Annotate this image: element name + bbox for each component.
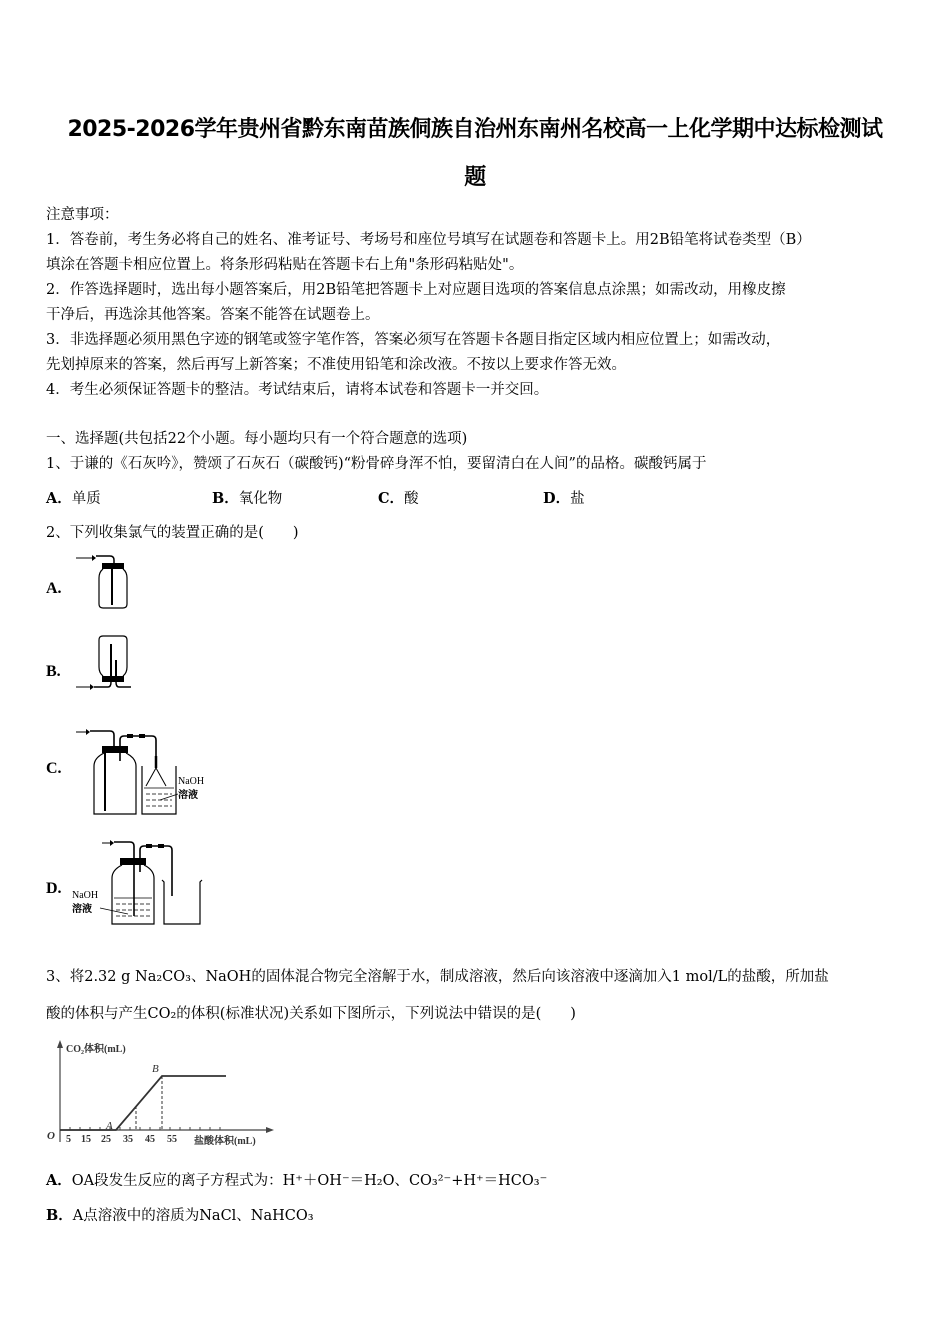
- notice-line: 4．考生必须保证答题卡的整洁。考试结束后，请将本试卷和答题卡一并交回。: [46, 382, 549, 398]
- co2-line: [60, 1076, 226, 1130]
- option-key: A．: [46, 490, 72, 507]
- solution-label: 溶液: [178, 790, 198, 801]
- x-tick: 55: [167, 1134, 177, 1145]
- option-text: OA段发生反应的离子方程式为：H⁺＋OH⁻＝H₂O、CO₃²⁻+H⁺＝HCO₃⁻: [71, 1173, 548, 1189]
- point-a-label: A: [106, 1120, 113, 1132]
- notice-line: 1．答卷前，考生务必将自己的姓名、准考证号、考场号和座位号填写在试题卷和答题卡上。用2B铅笔将试卷类型（B）: [46, 232, 811, 248]
- section-heading: 一、选择题(共包括22个小题。每小题均只有一个符合题意的选项): [46, 431, 468, 447]
- question-stem: 2、下列收集氯气的装置正确的是( ): [46, 525, 299, 541]
- option-key: C.: [46, 760, 62, 777]
- naoh-label: NaOH: [72, 890, 99, 901]
- gas-bottle-naoh-funnel-apparatus-icon: [72, 726, 222, 816]
- option-key: B．: [46, 1207, 73, 1224]
- exam-title: 2025-2026学年贵州省黔东南苗族侗族自治州东南州名校高一上化学期中达标检测试: [67, 117, 883, 142]
- option-c: [378, 487, 419, 508]
- notice-line: 干净后，再选涂其他答案。答案不能答在试题卷上。: [46, 307, 380, 323]
- x-tick: 5: [66, 1134, 71, 1145]
- x-tick: 25: [101, 1134, 111, 1145]
- option-d: [543, 487, 585, 508]
- co2-volume-chart: [44, 1038, 274, 1150]
- option-a: [46, 1169, 547, 1190]
- option-key: C．: [378, 490, 405, 507]
- notice-line: 填涂在答题卡相应位置上。将条形码粘贴在答题卡右上角"条形码粘贴处"。: [46, 257, 524, 273]
- question-stem: 3、将2.32 g Na₂CO₃、NaOH的固体混合物完全溶解于水，制成溶液，然后向该溶液中逐滴加入1 mol/L的盐酸，所加盐: [46, 969, 829, 985]
- option-text: 酸: [404, 491, 419, 507]
- x-tick: 35: [123, 1134, 133, 1145]
- inverted-gas-bottle-apparatus-icon: [74, 632, 134, 692]
- option-text: 氧化物: [238, 491, 283, 507]
- origin-label: O: [47, 1130, 55, 1142]
- option-text: 单质: [71, 491, 101, 507]
- option-key: A．: [46, 1172, 72, 1189]
- option-text: A点溶液中的溶质为NaCl、NaHCO₃: [72, 1208, 314, 1224]
- x-tick: 45: [145, 1134, 155, 1145]
- naoh-label: NaOH: [178, 776, 205, 787]
- gas-bottle-naoh-beaker-apparatus-icon: [72, 836, 212, 926]
- exam-title-continued: 题: [464, 165, 486, 190]
- option-key: A.: [46, 580, 62, 597]
- notice-line: 先划掉原来的答案，然后再写上新答案；不准使用铅笔和涂改液。不按以上要求作答无效。: [46, 357, 626, 373]
- notice-heading: 注意事项：: [46, 207, 119, 223]
- point-b-label: B: [152, 1063, 159, 1075]
- x-tick: 15: [81, 1134, 91, 1145]
- option-a: [46, 487, 101, 508]
- option-key: B．: [212, 490, 239, 507]
- solution-label: 溶液: [72, 904, 92, 915]
- option-b: [46, 1204, 314, 1225]
- option-key: D.: [46, 880, 62, 897]
- option-key: B.: [46, 663, 61, 680]
- question-stem: 酸的体积与产生CO₂的体积(标准状况)关系如下图所示，下列说法中错误的是( ): [46, 1006, 576, 1022]
- option-text: 盐: [570, 491, 585, 507]
- gas-bottle-apparatus-icon: [74, 550, 134, 612]
- y-axis-label: CO₂体积(mL): [66, 1044, 126, 1055]
- option-key: D．: [543, 490, 571, 507]
- option-b: [212, 487, 282, 508]
- notice-line: 3．非选择题必须用黑色字迹的钢笔或签字笔作答，答案必须写在答题卡各题目指定区域内相应位置上；如需改动，: [46, 332, 781, 348]
- notice-line: 2．作答选择题时，选出每小题答案后，用2B铅笔把答题卡上对应题目选项的答案信息点涂黑；如需改动，用橡皮擦: [46, 282, 786, 298]
- x-axis-label: 盐酸体积(mL): [194, 1136, 256, 1147]
- question-stem: 1、于谦的《石灰吟》，赞颂了石灰石（碳酸钙)“粉骨碎身浑不怕，要留清白在人间”的品格。碳酸钙属于: [46, 456, 707, 472]
